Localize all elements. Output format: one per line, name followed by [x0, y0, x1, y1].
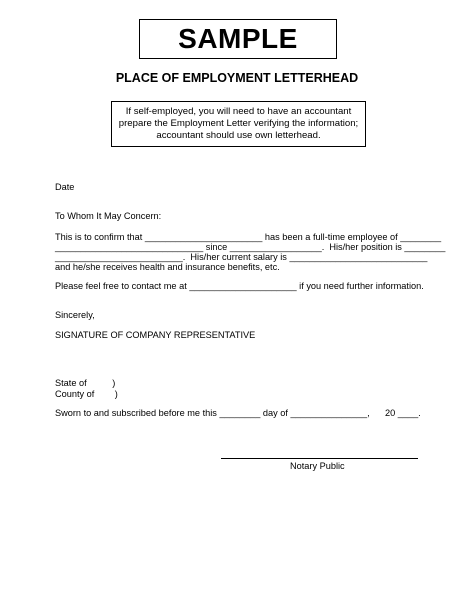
paragraph-line: and he/she receives health and insurance benefits, etc. — [55, 262, 280, 272]
sample-stamp: SAMPLE — [139, 19, 337, 59]
note-line: If self-employed, you will need to have an accountant — [125, 106, 352, 117]
notary-public-label: Notary Public — [290, 461, 345, 471]
notary-signature-rule — [221, 458, 418, 459]
self-employed-note — [111, 101, 366, 147]
contact-paragraph: Please feel free to contact me at _____________________ if you need further information. — [55, 281, 424, 291]
state-line: State of ) — [55, 378, 116, 388]
signature-line: SIGNATURE OF COMPANY REPRESENTATIVE — [55, 330, 256, 340]
paragraph-line: _________________________. His/her current salary is ___________________________ — [55, 252, 428, 262]
sworn-line: Sworn to and subscribed before me this ________ day of _______________, 20 ____. — [55, 408, 421, 418]
letterhead-title: PLACE OF EMPLOYMENT LETTERHEAD — [115, 71, 359, 85]
county-line: County of ) — [55, 389, 118, 399]
note-line: prepare the Employment Letter verifying the information; — [118, 118, 359, 129]
paragraph-line: _____________________________ since __________________. His/her position is ________ — [55, 242, 446, 252]
paragraph-line: This is to confirm that _______________________ has been a full-time employee of ________ — [55, 232, 442, 242]
date-line: Date — [55, 182, 75, 192]
salutation: To Whom It May Concern: — [55, 211, 162, 221]
note-line: accountant should use own letterhead. — [156, 130, 321, 141]
closing: Sincerely, — [55, 310, 95, 320]
